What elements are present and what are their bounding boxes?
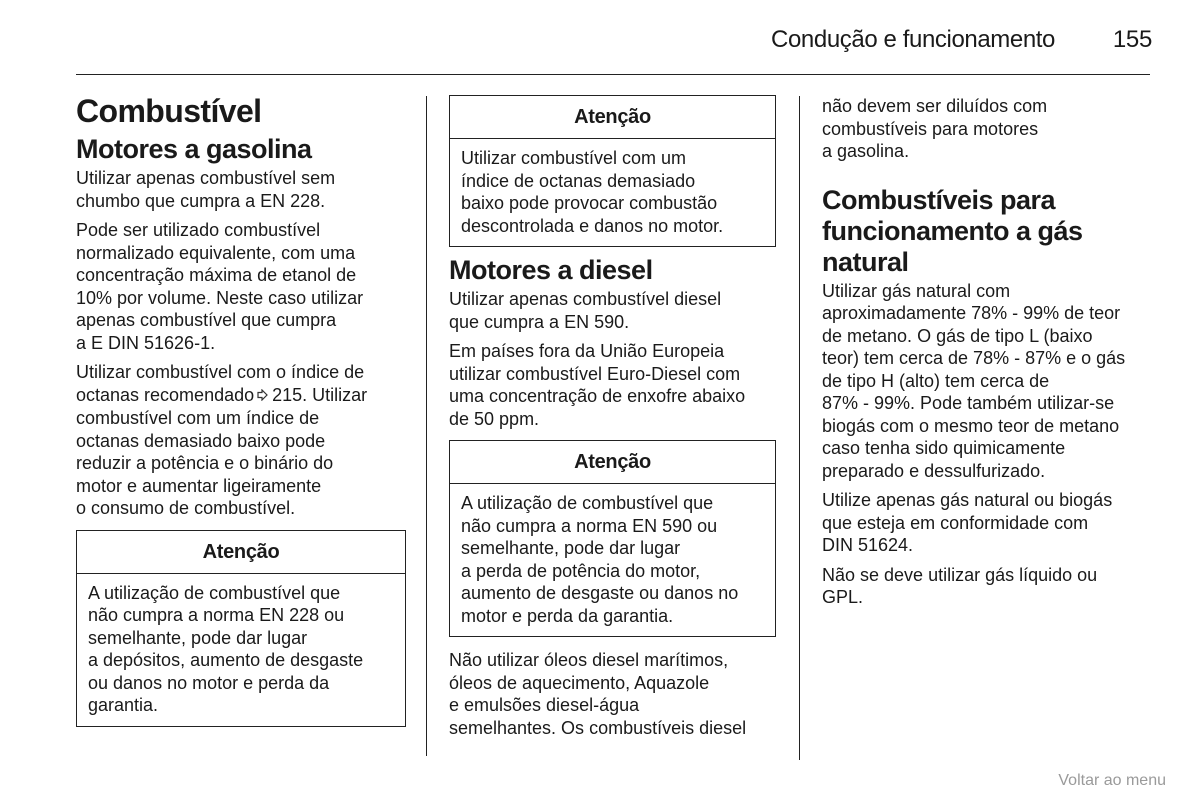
paragraph — [76, 361, 406, 520]
header-rule — [76, 74, 1150, 75]
back-to-menu-link[interactable]: Voltar ao menu — [1058, 772, 1166, 789]
section-heading-natural-gas: Combustíveis para funcionamento a gás natural — [822, 184, 1083, 277]
section-heading-gasoline: Motores a gasolina — [76, 134, 312, 164]
paragraph: Utilizar gás natural com aproximadamente 78% - 99% de teor de metano. O gás de tipo L (baixo teor) tem cerca de 78% - 87% e o gás de tipo H (alto) tem cerca de 87% - 99%. Pode também utilizar-se biogás com o mesmo teor de metano caso tenha sido quimicamente preparado e dessulfurizado. — [822, 280, 1126, 481]
page-title: Combustível — [76, 93, 262, 129]
column-2 — [449, 95, 776, 746]
column-divider-2 — [799, 96, 800, 760]
paragraph: Não utilizar óleos diesel marítimos, óleos de aquecimento, Aquazole e emulsões diesel-água semelhantes. Os combustíveis diesel — [449, 650, 747, 738]
warning-heading: Atenção — [450, 441, 775, 484]
column-divider-1 — [426, 96, 427, 756]
paragraph: Utilizar apenas combustível sem chumbo que cumpra a EN 228. — [76, 168, 336, 211]
page-header-title: Condução e funcionamento — [771, 26, 1055, 53]
paragraph-text: . Utilizar combustível com um índice de octanas demasiado baixo pode reduzir a potência e o binário do motor e aumentar ligeiramente o consumo de combustível. — [76, 384, 368, 518]
paragraph: Não se deve utilizar gás líquido ou GPL. — [822, 564, 1098, 607]
warning-heading: Atenção — [77, 531, 405, 574]
warning-heading: Atenção — [450, 96, 775, 139]
paragraph-text: Utilizar combustível com o índice de octanas recomendado — [76, 362, 365, 405]
warning-text: A utilização de combustível que não cumpra a norma EN 590 ou semelhante, pode dar lugar a perda de potência do motor, aumento de desgaste ou danos no motor e perda da garantia. — [461, 493, 739, 626]
warning-box — [449, 95, 776, 247]
column-1 — [76, 92, 406, 735]
warning-text: Utilizar combustível com um índice de octanas demasiado baixo pode provocar combustão descontrolada e danos no motor. — [461, 148, 724, 236]
cross-reference-arrow-icon — [257, 385, 268, 408]
warning-box — [76, 530, 406, 727]
warning-box — [449, 440, 776, 637]
paragraph: Pode ser utilizado combustível normalizado equivalente, com uma concentração máxima de etanol de 10% por volume. Neste caso utilizar apenas combustível que cumpra a E DIN 51626-1. — [76, 220, 364, 353]
warning-text: A utilização de combustível que não cumpra a norma EN 228 ou semelhante, pode dar lugar a depósitos, aumento de desgaste ou danos no motor e perda da garantia. — [88, 582, 364, 715]
section-heading-diesel: Motores a diesel — [449, 255, 653, 285]
cross-reference-page[interactable]: 215 — [272, 384, 303, 405]
paragraph: Em países fora da União Europeia utilizar combustível Euro-Diesel com uma concentração de enxofre abaixo de 50 ppm. — [449, 341, 746, 429]
paragraph: não devem ser diluídos com combustíveis para motores a gasolina. — [822, 96, 1048, 161]
paragraph: Utilize apenas gás natural ou biogás que esteja em conformidade com DIN 51624. — [822, 490, 1113, 555]
paragraph: Utilizar apenas combustível diesel que cumpra a EN 590. — [449, 289, 722, 332]
page-number: 155 — [1112, 26, 1152, 53]
column-3 — [822, 95, 1157, 616]
